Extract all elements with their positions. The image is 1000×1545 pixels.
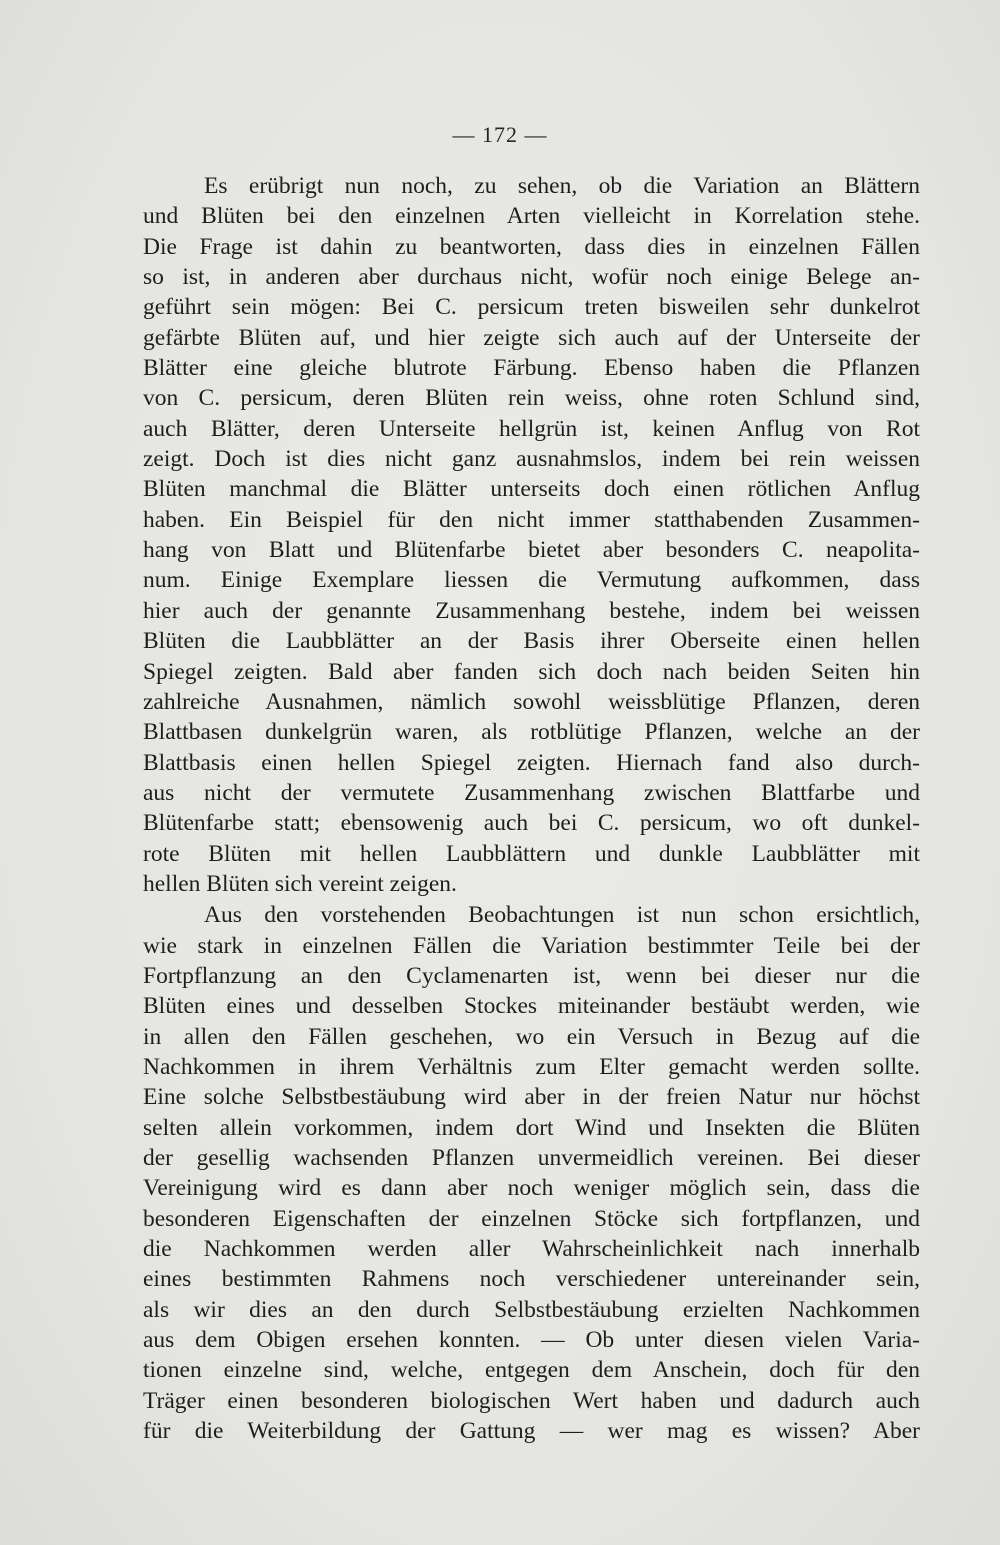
text-line: die Nachkommen werden aller Wahrscheinlichkeit nach innerhalb [143,1236,920,1263]
text-line: hier auch der genannte Zusammenhang bestehe, indem bei weissen [143,597,920,624]
text-line: Blattbasis einen hellen Spiegel zeigten. Hiernach fand also durch- [143,749,920,776]
text-line: in allen den Fällen geschehen, wo ein Versuch in Bezug auf die [143,1023,920,1050]
body-text [143,171,920,1446]
text-line: so ist, in anderen aber durchaus nicht, wofür noch einige Belege an- [143,264,920,291]
text-line: Eine solche Selbstbestäubung wird aber in der freien Natur nur höchst [143,1084,920,1111]
text-line: Es erübrigt nun noch, zu sehen, ob die Variation an Blättern [204,173,920,199]
text-line: Blattbasen dunkelgrün waren, als rotblütige Pflanzen, welche an der [143,719,920,746]
text-line: zahlreiche Ausnahmen, nämlich sowohl weissblütige Pflanzen, deren [143,688,920,715]
text-line: für die Weiterbildung der Gattung — wer mag es wissen? Aber [143,1418,920,1445]
paragraph-2 [143,900,920,1446]
text-line: haben. Ein Beispiel für den nicht immer statthabenden Zusammen- [143,506,920,533]
text-line: rote Blüten mit hellen Laubblättern und dunkle Laubblätter mit [143,840,920,867]
text-line: besonderen Eigenschaften der einzelnen Stöcke sich fortpflanzen, und [143,1205,920,1232]
text-line: Blüten die Laubblätter an der Basis ihrer Oberseite einen hellen [143,628,920,655]
text-line: als wir dies an den durch Selbstbestäubung erzielten Nachkommen [143,1296,920,1323]
text-line: hang von Blatt und Blütenfarbe bietet aber besonders C. neapolita- [143,537,920,564]
text-line: Blüten eines und desselben Stockes miteinander bestäubt werden, wie [143,993,920,1020]
page-number: — 172 — [452,122,548,147]
text-line: Spiegel zeigten. Bald aber fanden sich doch nach beiden Seiten hin [143,658,920,685]
text-line: aus dem Obigen ersehen konnten. — Ob unter diesen vielen Varia- [143,1327,920,1354]
text-line: Nachkommen in ihrem Verhältnis zum Elter gemacht werden sollte. [143,1053,920,1080]
text-line: der gesellig wachsenden Pflanzen unvermeidlich vereinen. Bei dieser [143,1145,920,1171]
text-line: zeigt. Doch ist dies nicht ganz ausnahmslos, indem bei rein weissen [143,446,920,473]
text-line: Vereinigung wird es dann aber noch weniger möglich sein, dass die [143,1175,920,1202]
text-line: eines bestimmten Rahmens noch verschiedener untereinander sein, [143,1266,920,1293]
text-line: hellen Blüten sich vereint zeigen. [143,870,457,897]
text-line: Träger einen besonderen biologischen Wert haben und dadurch auch [143,1387,920,1414]
text-line: Blüten manchmal die Blätter unterseits doch einen rötlichen Anflug [143,476,920,503]
text-line: Die Frage ist dahin zu beantworten, dass dies in einzelnen Fällen [143,233,920,260]
text-line: und Blüten bei den einzelnen Arten vielleicht in Korrelation stehe. [143,203,920,230]
paragraph-1 [143,171,920,899]
text-line: selten allein vorkommen, indem dort Wind und Insekten die Blüten [143,1114,920,1141]
text-line: Blütenfarbe statt; ebensowenig auch bei C. persicum, wo oft dunkel- [143,810,920,837]
text-line: tionen einzelne sind, welche, entgegen dem Anschein, doch für den [143,1357,920,1384]
text-line: aus nicht der vermutete Zusammenhang zwischen Blattfarbe und [143,779,920,806]
text-line: von C. persicum, deren Blüten rein weiss, ohne roten Schlund sind, [143,385,920,412]
text-line: wie stark in einzelnen Fällen die Variation bestimmter Teile bei der [143,932,920,959]
text-line: Aus den vorstehenden Beobachtungen ist nun schon ersichtlich, [204,902,920,929]
text-line: geführt sein mögen: Bei C. persicum treten bisweilen sehr dunkelrot [143,294,920,321]
text-line: gefärbte Blüten auf, und hier zeigte sich auch auf der Unterseite der [143,324,920,351]
text-line: num. Einige Exemplare liessen die Vermutung aufkommen, dass [143,567,920,594]
text-line: Fortpflanzung an den Cyclamenarten ist, wenn bei dieser nur die [143,962,920,989]
text-line: Blätter eine gleiche blutrote Färbung. Ebenso haben die Pflanzen [143,355,920,382]
text-line: auch Blätter, deren Unterseite hellgrün ist, keinen Anflug von Rot [143,415,920,442]
